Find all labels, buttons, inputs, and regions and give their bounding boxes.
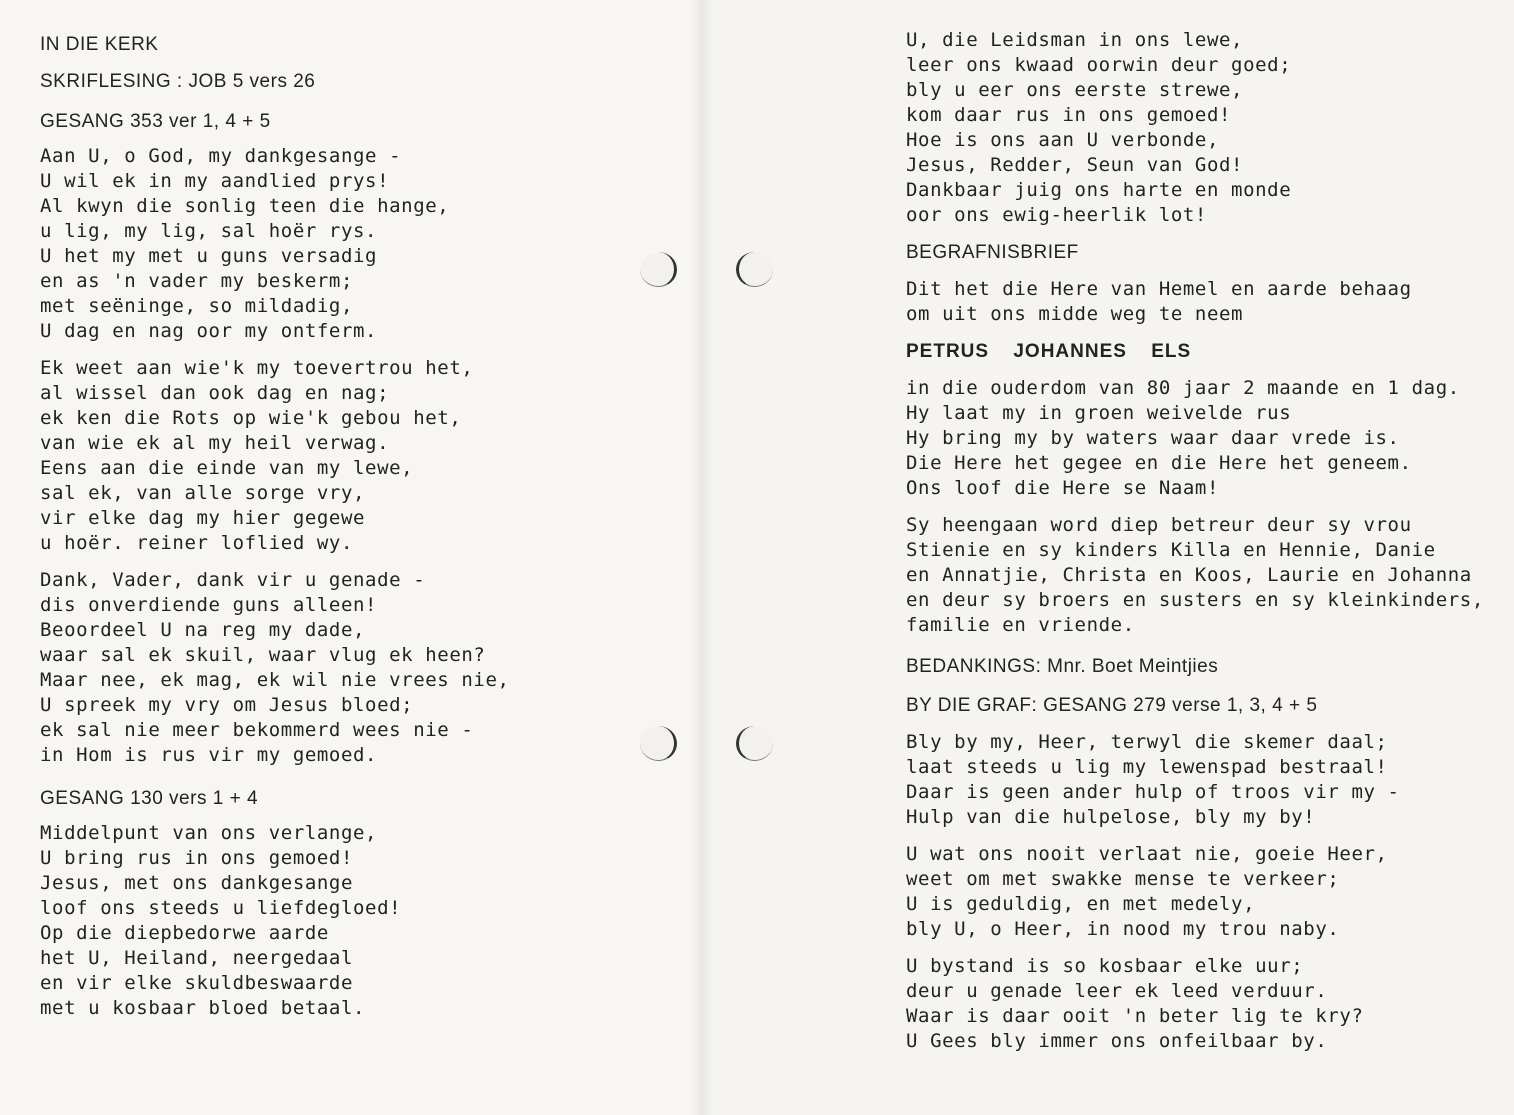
letter-line: Hy bring my by waters waar daar vrede is.: [906, 427, 1400, 449]
verse-line: in Hom is rus vir my gemoed.: [40, 744, 378, 766]
verse-line: weet om met swakke mense te verkeer;: [906, 868, 1340, 890]
punch-hole-right-top: [736, 252, 773, 287]
hymn-353-verse-5: [40, 568, 510, 768]
verse-line: u lig, my lig, sal hoër rys.: [40, 220, 378, 242]
verse-line: Jesus, met ons dankgesange: [40, 872, 354, 894]
hymn-279-verse-3: [906, 842, 1484, 942]
letter-line: Die Here het gegee en die Here het geneem.: [906, 452, 1412, 474]
graveside-hymn-verses: [906, 730, 1484, 1054]
verse-line: Op die diepbedorwe aarde: [40, 922, 329, 944]
church-heading: IN DIE KERK: [40, 34, 159, 55]
verse-line: en vir elke skuldbeswaarde: [40, 972, 354, 994]
verse-line: leer ons kwaad oorwin deur goed;: [906, 54, 1292, 76]
verse-line: laat steeds u lig my lewenspad bestraal!: [906, 756, 1388, 778]
verse-line: Waar is daar ooit 'n beter lig te kry?: [906, 1005, 1364, 1027]
verse-line: loof ons steeds u liefdegloed!: [40, 897, 402, 919]
mourners-line: en deur sy broers en susters en sy kleinkinders,: [906, 589, 1484, 611]
verse-line: Aan U, o God, my dankgesange -: [40, 145, 402, 167]
hymn-353-verse-4: [40, 356, 510, 556]
verse-line: kom daar rus in ons gemoed!: [906, 104, 1232, 126]
verse-line: Beoordeel U na reg my dade,: [40, 619, 366, 641]
verse-line: en as 'n vader my beskerm;: [40, 270, 354, 292]
graveside-hymn-title: BY DIE GRAF: GESANG 279 verse 1, 3, 4 + 5: [906, 695, 1318, 716]
hymn-279-verse-1: [906, 730, 1484, 830]
verse-line: U spreek my vry om Jesus bloed;: [40, 694, 414, 716]
verse-line: U bring rus in ons gemoed!: [40, 847, 354, 869]
verse-line: u hoër. reiner loflied wy.: [40, 532, 354, 554]
deceased-name: PETRUS JOHANNES ELS: [906, 341, 1192, 362]
verse-line: U bystand is so kosbaar elke uur;: [906, 955, 1304, 977]
mourners-line: Sy heengaan word diep betreur deur sy vrou: [906, 514, 1412, 536]
verse-line: van wie ek al my heil verwag.: [40, 432, 390, 454]
verse-line: U wil ek in my aandlied prys!: [40, 170, 390, 192]
verse-line: Ek weet aan wie'k my toevertrou het,: [40, 357, 474, 379]
verse-line: Dank, Vader, dank vir u genade -: [40, 569, 426, 591]
verse-line: Daar is geen ander hulp of troos vir my -: [906, 781, 1400, 803]
verse-line: dis onverdiende guns alleen!: [40, 594, 378, 616]
verse-line: Dankbaar juig ons harte en monde: [906, 179, 1292, 201]
verse-line: Maar nee, ek mag, ek wil nie vrees nie,: [40, 669, 510, 691]
page-fold: [690, 0, 714, 1115]
punch-hole-right-bottom: [736, 726, 773, 761]
letter-line: in die ouderdom van 80 jaar 2 maande en 1 dag.: [906, 377, 1460, 399]
verse-line: al wissel dan ook dag en nag;: [40, 382, 390, 404]
mourners-line: Stienie en sy kinders Killa en Hennie, Danie: [906, 539, 1436, 561]
verse-line: Bly by my, Heer, terwyl die skemer daal;: [906, 731, 1388, 753]
verse-line: U dag en nag oor my ontferm.: [40, 320, 378, 342]
verse-line: U Gees bly immer ons onfeilbaar by.: [906, 1030, 1328, 1052]
verse-line: het U, Heiland, neergedaal: [40, 947, 354, 969]
verse-line: U is geduldig, en met medely,: [906, 893, 1256, 915]
verse-line: bly u eer ons eerste strewe,: [906, 79, 1244, 101]
verse-line: Eens aan die einde van my lewe,: [40, 457, 414, 479]
funeral-letter-intro: [906, 277, 1484, 327]
verse-line: U het my met u guns versadig: [40, 245, 378, 267]
hymn-130-title: GESANG 130 vers 1 + 4: [40, 788, 259, 809]
letter-line: Ons loof die Here se Naam!: [906, 477, 1220, 499]
verse-line: ek sal nie meer bekommerd wees nie -: [40, 719, 474, 741]
mourners-list: [906, 513, 1484, 638]
hymn-130-verse-1: [40, 821, 510, 1021]
verse-line: met u kosbaar bloed betaal.: [40, 997, 366, 1019]
funeral-letter-title: BEGRAFNISBRIEF: [906, 242, 1079, 263]
hymn-279-verse-4: [906, 954, 1484, 1054]
letter-line: om uit ons midde weg te neem: [906, 303, 1244, 325]
left-column: [40, 32, 510, 1021]
verse-line: Hulp van die hulpelose, bly my by!: [906, 806, 1316, 828]
verse-line: Middelpunt van ons verlange,: [40, 822, 378, 844]
verse-line: deur u genade leer ek leed verduur.: [906, 980, 1328, 1002]
verse-line: oor ons ewig-heerlik lot!: [906, 204, 1207, 226]
punch-hole-left-bottom: [640, 726, 677, 761]
hymn-353-verses: [40, 144, 510, 768]
punch-hole-left-top: [640, 252, 677, 287]
right-column: [906, 28, 1484, 1066]
scripture-reading: SKRIFLESING : JOB 5 vers 26: [40, 71, 316, 92]
mourners-line: familie en vriende.: [906, 614, 1135, 636]
hymn-130-verse-4: [906, 28, 1484, 228]
acknowledgements: BEDANKINGS: Mnr. Boet Meintjies: [906, 656, 1219, 677]
verse-line: Al kwyn die sonlig teen die hange,: [40, 195, 450, 217]
verse-line: waar sal ek skuil, waar vlug ek heen?: [40, 644, 486, 666]
hymn-353-verse-1: [40, 144, 510, 344]
verse-line: Hoe is ons aan U verbonde,: [906, 129, 1220, 151]
verse-line: ek ken die Rots op wie'k gebou het,: [40, 407, 462, 429]
verse-line: vir elke dag my hier gegewe: [40, 507, 366, 529]
verse-line: bly U, o Heer, in nood my trou naby.: [906, 918, 1340, 940]
verse-line: Jesus, Redder, Seun van God!: [906, 154, 1244, 176]
letter-line: Hy laat my in groen weivelde rus: [906, 402, 1292, 424]
letter-line: Dit het die Here van Hemel en aarde behaag: [906, 278, 1412, 300]
verse-line: U, die Leidsman in ons lewe,: [906, 29, 1244, 51]
hymn-353-title: GESANG 353 ver 1, 4 + 5: [40, 111, 271, 132]
verse-line: sal ek, van alle sorge vry,: [40, 482, 366, 504]
funeral-letter-body: [906, 376, 1484, 501]
mourners-line: en Annatjie, Christa en Koos, Laurie en Johanna: [906, 564, 1472, 586]
verse-line: U wat ons nooit verlaat nie, goeie Heer,: [906, 843, 1388, 865]
verse-line: met seëninge, so mildadig,: [40, 295, 354, 317]
